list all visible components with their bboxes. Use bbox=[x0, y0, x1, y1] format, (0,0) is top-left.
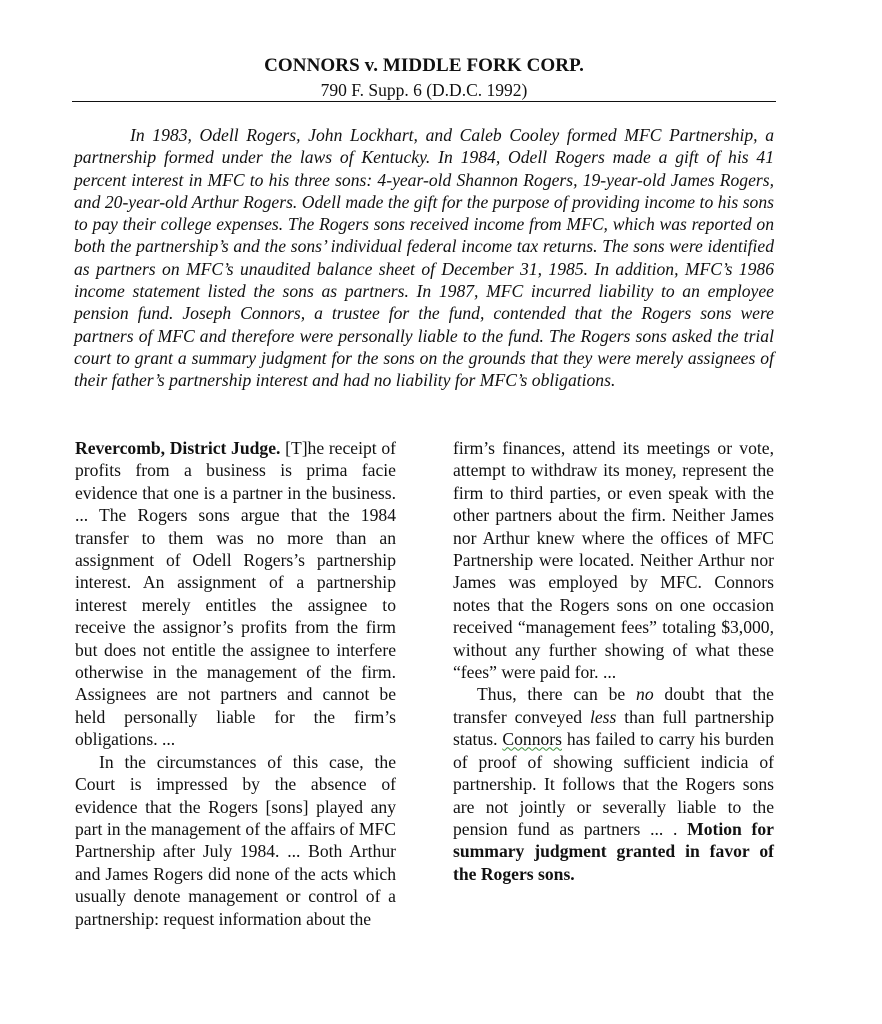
opinion-paragraph-1 bbox=[75, 437, 396, 751]
p3-connors-underlined: Connors bbox=[502, 729, 562, 750]
opinion-column-left bbox=[75, 437, 396, 930]
opinion-paragraph-2-continued: firm’s finances, attend its meetings or vote, attempt to withdraw its money, represent the firm to third parties, or even speak with the other partners about the firm. Neither James nor Arthur knew where the offices of MFC Partnership were located. Neither Arthur nor James was employed by MFC. Connors notes that the Rogers sons on one occasion received “management fees” totaling $3,000, without any further showing of what these “fees” were paid for. ... bbox=[453, 438, 774, 683]
case-summary bbox=[74, 124, 774, 392]
case-header bbox=[72, 54, 776, 101]
case-title: CONNORS v. MIDDLE FORK CORP. bbox=[264, 55, 584, 76]
opinion-paragraph-2 bbox=[75, 751, 396, 930]
summary-paragraph: In 1983, Odell Rogers, John Lockhart, and Caleb Cooley formed MFC Partnership, a partnership formed under the laws of Kentucky. In 1984, Odell Rogers made a gift of his 41 percent interest in MFC to his three sons: 4-year-old Shannon Rogers, 19-year-old James Rogers, and 20-year-old Arthur Rogers. Odell made the gift for the purpose of providing income to his sons to pay their college expenses. The Rogers sons received income from MFC, which was reported on both the partnership’s and the sons’ individual federal income tax returns. The sons were identified as partners on MFC’s unaudited balance sheet of December 31, 1985. In addition, MFC’s 1986 income statement listed the sons as partners. In 1987, MFC incurred liability to an employee pension fund. Joseph Connors, a trustee for the fund, contended that the Rogers sons were partners of MFC and therefore were personally liable to the fund. The Rogers sons asked the trial court to grant a summary judgment for the sons on the grounds that they were merely assignees of their father’s partnership interest and had no liability for MFC’s obligations. bbox=[74, 125, 774, 391]
p3-text-b: doubt that the transfer conveyed bbox=[453, 684, 774, 727]
p3-text-d: has failed to carry his burden of proof of showing sufficient indicia of partnership. It follows that the Rogers sons are not jointly or severally liable to the pension fund as partners ... . bbox=[453, 729, 774, 839]
judge-name: Revercomb, District Judge. bbox=[75, 438, 281, 458]
p3-text-a: Thus, there can be bbox=[477, 684, 637, 705]
opinion-paragraph-2-text: In the circumstances of this case, the Court is impressed by the absence of evidence that the Rogers [sons] played any part in the management of the affairs of MFC Partnership after July 1984. ... Both Arthur and James Rogers did none of the acts which usually denote management or control of a partnership: request information about the bbox=[75, 751, 396, 929]
opinion-paragraph-1-text: [T]he receipt of profits from a business is prima facie evidence that one is a partner in the business. ... The Rogers sons argue that the 1984 transfer to them was no more than an assignment of Odell Rogers’s partnership interest. An assignment of a partnership interest merely entitles the assignee to receive the assignor’s profits from the firm but does not entitle the assignee to interfere otherwise in the management of the firm. Assignees are not partners and cannot be held personally liable for the firm’s obligations. ... bbox=[75, 438, 396, 750]
header-divider bbox=[72, 101, 776, 102]
opinion-paragraph-3 bbox=[453, 683, 774, 885]
p3-text-c: than full partnership status. bbox=[453, 706, 774, 750]
holding-text: Motion for summary judgment granted in favor of the Rogers sons. bbox=[453, 818, 774, 884]
p3-emphasis-less: less bbox=[589, 706, 617, 727]
case-citation: 790 F. Supp. 6 (D.D.C. 1992) bbox=[320, 80, 528, 100]
p3-emphasis-no: no bbox=[636, 684, 654, 705]
opinion-column-right bbox=[453, 437, 774, 885]
